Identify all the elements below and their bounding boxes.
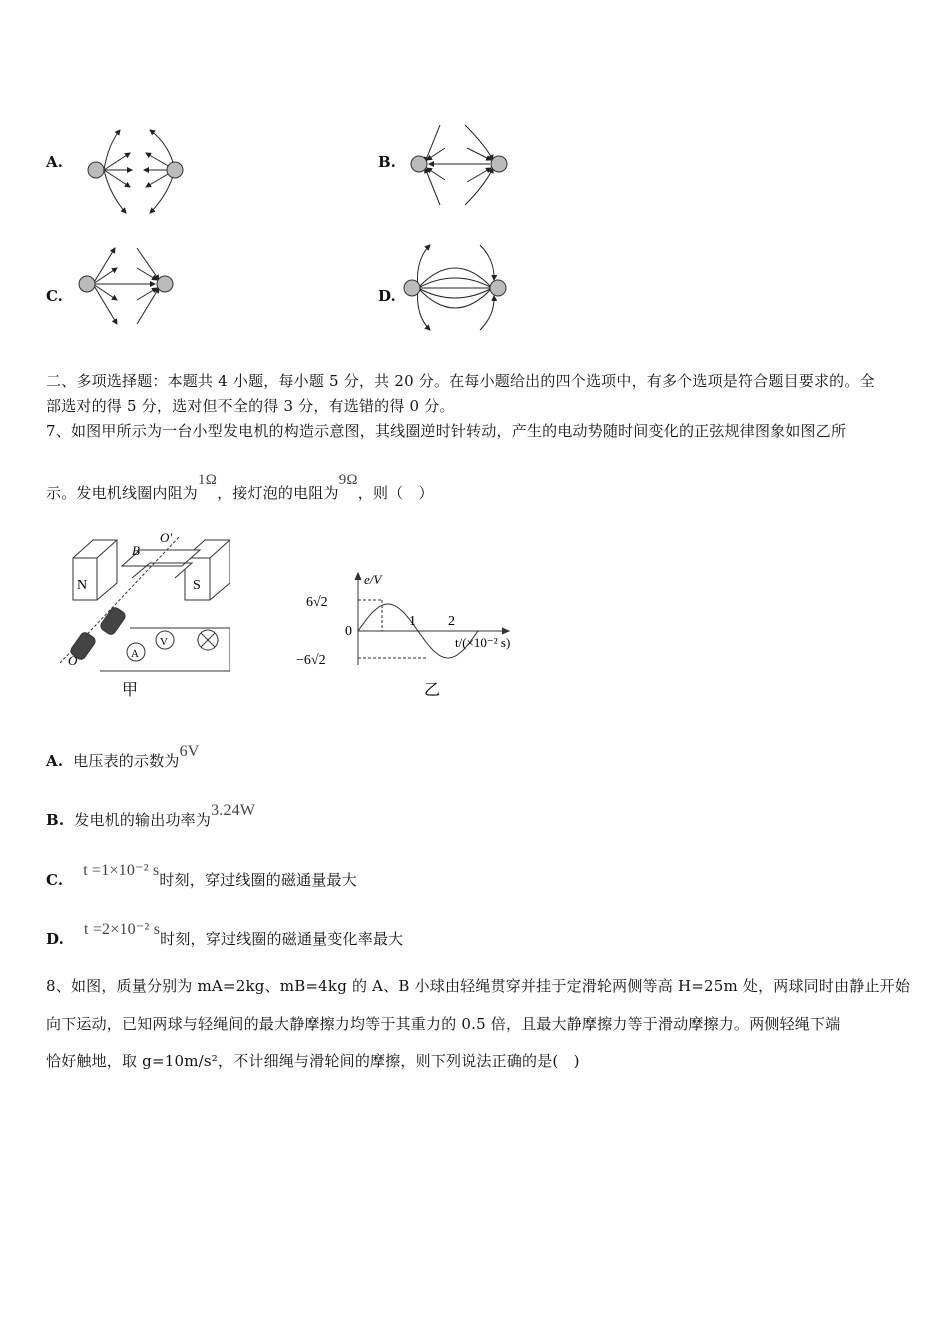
magnet-n-label: N — [77, 578, 88, 593]
option-label: D. — [46, 930, 65, 948]
origin-label: 0 — [345, 624, 352, 639]
internal-resistance: 1Ω — [198, 472, 218, 488]
emf-sine-graph — [290, 570, 540, 700]
q7-stem-line2 — [46, 472, 434, 503]
figure-jia-caption: 甲 — [122, 682, 139, 699]
option-text: 发电机的输出功率为 — [74, 811, 212, 829]
field-lines-a — [80, 125, 195, 217]
y-min-label: −6√2 — [296, 653, 326, 668]
option-math: t =2×10⁻² s — [83, 921, 161, 938]
option-a-label: A. — [46, 153, 63, 171]
figure-yi-caption: 乙 — [424, 682, 441, 699]
q7-text-b: ，接灯泡的电阻为 — [217, 484, 339, 502]
option-text: 电压表的示数为 — [73, 752, 180, 770]
option-d-label: D. — [378, 287, 396, 305]
option-text: 时刻，穿过线圈的磁通量变化率最大 — [160, 930, 404, 948]
option-math: 3.24W — [211, 802, 256, 819]
q7-text-c: ，则（ ） — [357, 484, 434, 502]
q8-stem-line1: 8、如图，质量分别为 mA=2kg、mB=4kg 的 A、B 小球由轻绳贯穿并挂于定滑轮两侧等高 H=25m 处，两球同时由静止开始 — [46, 977, 911, 995]
q7-option-d — [46, 921, 404, 949]
y-max-label: 6√2 — [306, 595, 328, 610]
x-axis-label: t/(×10⁻² s) — [455, 635, 511, 650]
q7-option-a — [46, 743, 200, 771]
t-tick-2: 2 — [448, 614, 455, 629]
field-b-label: B — [132, 543, 140, 558]
q8-stem-line3: 恰好触地，取 g=10m/s²，不计细绳与滑轮间的摩擦，则下列说法正确的是( ) — [46, 1052, 580, 1070]
section-2-instructions-line2: 部选对的得 5 分，选对但不全的得 3 分，有选错的得 0 分。 — [46, 397, 455, 415]
field-lines-d — [400, 240, 515, 332]
option-c-label: C. — [46, 287, 63, 305]
option-text: 时刻，穿过线圈的磁通量最大 — [159, 871, 357, 889]
option-math: 6V — [179, 743, 200, 760]
option-math: t =1×10⁻² s — [83, 862, 160, 879]
ammeter-label: A — [131, 648, 139, 660]
field-lines-b — [405, 120, 520, 212]
field-lines-c — [75, 240, 185, 332]
q8-stem-line2: 向下运动，已知两球与轻绳间的最大静摩擦力均等于其重力的 0.5 倍，且最大静摩擦力等于滑动摩擦力。两侧轻绳下端 — [46, 1015, 841, 1033]
y-axis-label: e/V — [364, 572, 382, 587]
q7-text-a: 示。发电机线圈内阻为 — [46, 484, 199, 502]
generator-diagram — [60, 528, 230, 703]
option-b-label: B. — [378, 153, 396, 171]
voltmeter-label: V — [160, 636, 168, 648]
option-label: C. — [46, 871, 64, 889]
magnet-s-label: S — [193, 578, 201, 593]
t-tick-1: 1 — [409, 614, 416, 629]
axis-o-label: O — [68, 653, 78, 668]
lamp-resistance: 9Ω — [338, 472, 358, 488]
axis-o-prime-label: O′ — [160, 530, 173, 545]
option-label: B. — [46, 811, 65, 829]
q7-stem-line1: 7、如图甲所示为一台小型发电机的构造示意图，其线圈逆时针转动，产生的电动势随时间变化的正弦规律图象如图乙所 — [46, 422, 847, 440]
option-label: A. — [46, 752, 64, 770]
q7-option-c — [46, 862, 357, 890]
q7-option-b — [46, 802, 256, 830]
section-2-instructions-line1: 二、多项选择题：本题共 4 小题，每小题 5 分，共 20 分。在每小题给出的四个选项中，有多个选项是符合题目要求的。全 — [46, 372, 875, 390]
